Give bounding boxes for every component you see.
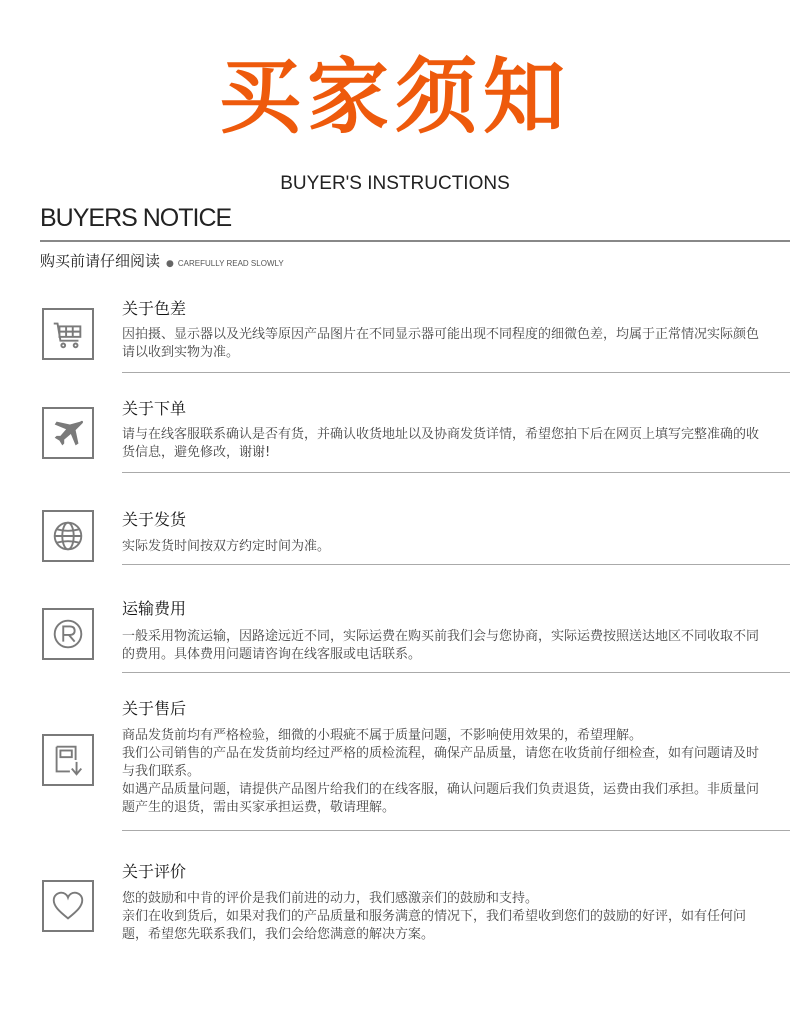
section-paragraph: 一般采用物流运输，因路途远近不同，实际运费在购买前我们会与您协商，实际运费按照送达地区不同收取不同的费用。具体费用问题请咨询在线客服或电话联系。 (122, 629, 760, 662)
heart-icon (42, 880, 94, 932)
section-body (122, 426, 762, 462)
section-divider (122, 672, 790, 673)
section-divider (122, 564, 790, 565)
section-paragraph: 亲们在收到货后，如果对我们的产品质量和服务满意的情况下，我们希望收到您们的鼓励的好评，如有任何问题，希望您先联系我们，我们会给您满意的解决方案。 (122, 909, 747, 942)
section-body (122, 538, 762, 556)
section-shipping (0, 500, 790, 570)
section-title: 关于发货 (122, 510, 187, 529)
section-title: 关于评价 (122, 862, 187, 881)
section-divider (122, 830, 790, 831)
section-paragraph: 我们公司销售的产品在发货前均经过严格的质检流程，确保产品质量，请您在收货前仔细检查，如有问题请及时与我们联系。 (122, 746, 760, 779)
notice-title: BUYERS NOTICE (40, 204, 232, 232)
section-divider (122, 372, 790, 373)
bullet-dot-icon: ● (166, 259, 174, 269)
section-shipping-cost (0, 590, 790, 680)
section-divider (122, 472, 790, 473)
section-body (122, 628, 762, 664)
notice-subheading-en: CAREFULLY READ SLOWLY (177, 259, 284, 268)
section-reviews (0, 855, 790, 965)
section-after-sales (0, 690, 790, 835)
page-title: 买家须知 (218, 50, 571, 145)
section-body (122, 727, 762, 817)
section-paragraph: 如遇产品质量问题，请提供产品图片给我们的在线客服，确认问题后我们负责退货，运费由我们承担。非质量问题产生的退货，需由买家承担运费，敬请理解。 (122, 782, 760, 815)
section-ordering (0, 390, 790, 475)
page-subtitle: BUYER'S INSTRUCTIONS (280, 173, 510, 194)
section-color-difference (0, 290, 790, 375)
registered-icon (42, 608, 94, 660)
section-paragraph: 实际发货时间按双方约定时间为准。 (122, 539, 331, 554)
section-title: 关于下单 (122, 399, 187, 418)
section-paragraph: 您的鼓励和中肯的评价是我们前进的动力，我们感激亲们的鼓励和支持。 (122, 891, 539, 906)
return-box-icon (42, 734, 94, 786)
section-paragraph: 请与在线客服联系确认是否有货，并确认收货地址以及协商发货详情，希望您拍下后在网页上填写完整准确的收货信息，避免修改，谢谢! (122, 427, 760, 460)
globe-icon (42, 510, 94, 562)
section-title: 关于色差 (122, 299, 187, 318)
notice-subheading-cn: 购买前请仔细阅读 (40, 252, 161, 270)
section-body (122, 890, 762, 944)
section-paragraph: 商品发货前均有严格检验，细微的小瑕疵不属于质量问题，不影响使用效果的，希望理解。 (122, 728, 643, 743)
notice-divider (40, 240, 790, 242)
section-paragraph: 因拍摄、显示器以及光线等原因产品图片在不同显示器可能出现不同程度的细微色差，均属于正常情况实际颜色请以收到实物为准。 (122, 327, 760, 360)
shopping-cart-icon (42, 308, 94, 360)
notice-subheading (40, 250, 284, 275)
section-body (122, 326, 762, 362)
section-title: 关于售后 (122, 699, 187, 718)
section-title: 运输费用 (122, 599, 187, 618)
airplane-icon (42, 407, 94, 459)
